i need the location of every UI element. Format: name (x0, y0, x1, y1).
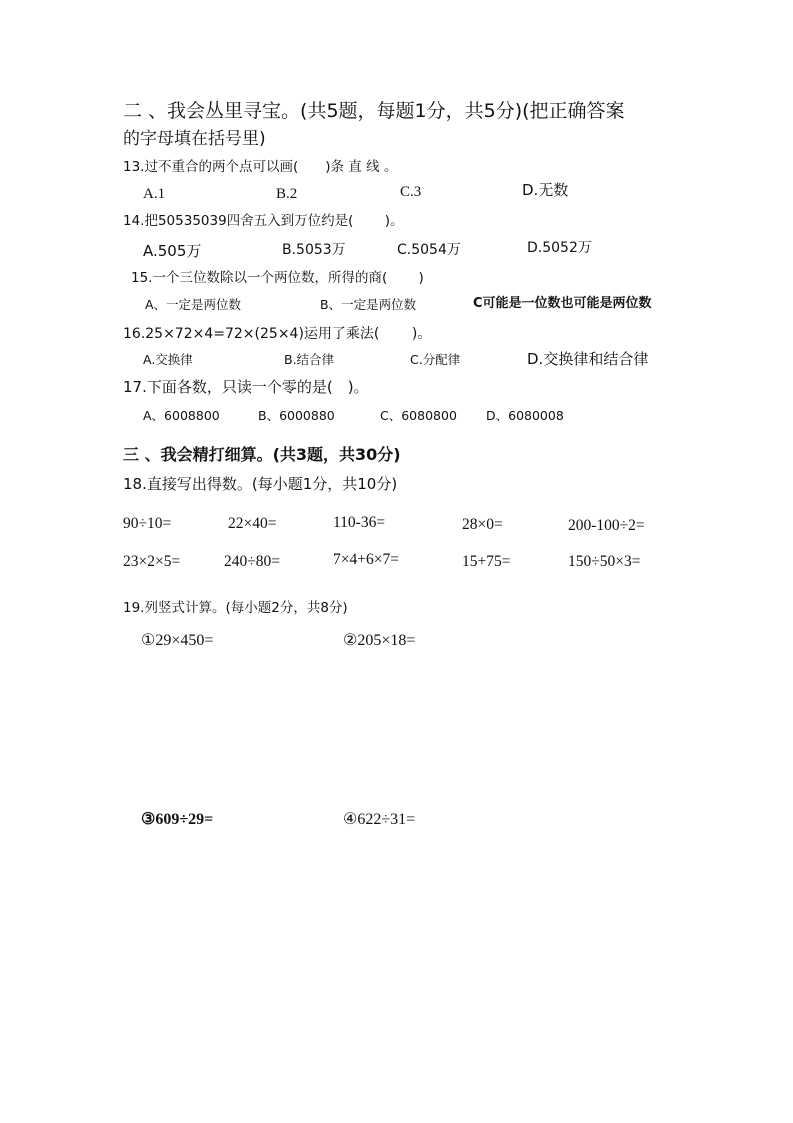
calc-item: 150÷50×3= (568, 553, 641, 570)
question-16-option-b: B.结合律 (284, 352, 335, 367)
calc-item: 110-36= (333, 514, 386, 531)
calc-item: 15+75= (462, 553, 511, 570)
calc-item: 240÷80= (224, 553, 280, 570)
section2-title-line2: 的字母填在括号里) (123, 129, 266, 149)
question-13-stem: 13.过不重合的两个点可以画( )条 直 线 。 (123, 159, 398, 175)
question-17-stem: 17.下面各数，只读一个零的是( )。 (123, 378, 369, 396)
vertical-calc-item-1: ①29×450= (141, 632, 214, 649)
question-14-option-b: B.5053万 (282, 242, 346, 258)
vertical-calc-item-4: ④622÷31= (343, 811, 416, 828)
calc-item: 200-100÷2= (568, 517, 645, 534)
calc-item: 23×2×5= (123, 553, 181, 570)
question-17-option-b: B、6000880 (258, 408, 335, 423)
question-13-option-b: B.2 (276, 186, 298, 202)
question-14-option-c: C.5054万 (397, 242, 461, 258)
question-15-stem: 15.一个三位数除以一个两位数，所得的商( ) (131, 270, 424, 286)
question-15-option-b: B、一定是两位数 (320, 297, 417, 312)
question-16-stem: 16.25×72×4=72×(25×4)运用了乘法( )。 (123, 326, 432, 342)
section2-title-line1: 二 、我会丛里寻宝。(共5题，每题1分，共5分)(把正确答案 (123, 100, 625, 122)
vertical-calc-item-2: ②205×18= (343, 632, 416, 649)
question-17-option-c: C、6080800 (380, 408, 457, 423)
question-15-option-a: A、一定是两位数 (145, 297, 242, 312)
vertical-calc-item-3: ③609÷29= (141, 811, 214, 828)
question-15-option-c: C可能是一位数也可能是两位数 (473, 296, 652, 311)
question-17-option-a: A、6008800 (143, 408, 220, 423)
calc-item: 28×0= (462, 516, 503, 533)
question-13-option-a: A.1 (143, 186, 166, 202)
question-14-option-a: A.505万 (143, 242, 202, 260)
calc-item: 7×4+6×7= (333, 551, 399, 568)
calc-item: 90÷10= (123, 515, 172, 532)
question-13-option-d: D.无数 (522, 181, 569, 199)
question-19-stem: 19.列竖式计算。(每小题2分，共8分) (123, 600, 348, 616)
question-16-option-d: D.交换律和结合律 (527, 350, 649, 368)
question-17-option-d: D、6080008 (486, 408, 564, 423)
question-13-option-c: C.3 (400, 184, 422, 200)
question-16-option-c: C.分配律 (410, 352, 461, 367)
calc-item: 22×40= (228, 515, 277, 532)
question-16-option-a: A.交换律 (143, 352, 193, 367)
question-14-stem: 14.把50535039四舍五入到万位约是( )。 (123, 213, 404, 229)
question-18-stem: 18.直接写出得数。(每小题1分，共10分) (123, 475, 398, 493)
question-14-option-d: D.5052万 (527, 240, 592, 256)
section3-title: 三 、我会精打细算。(共3题，共30分) (123, 445, 401, 464)
